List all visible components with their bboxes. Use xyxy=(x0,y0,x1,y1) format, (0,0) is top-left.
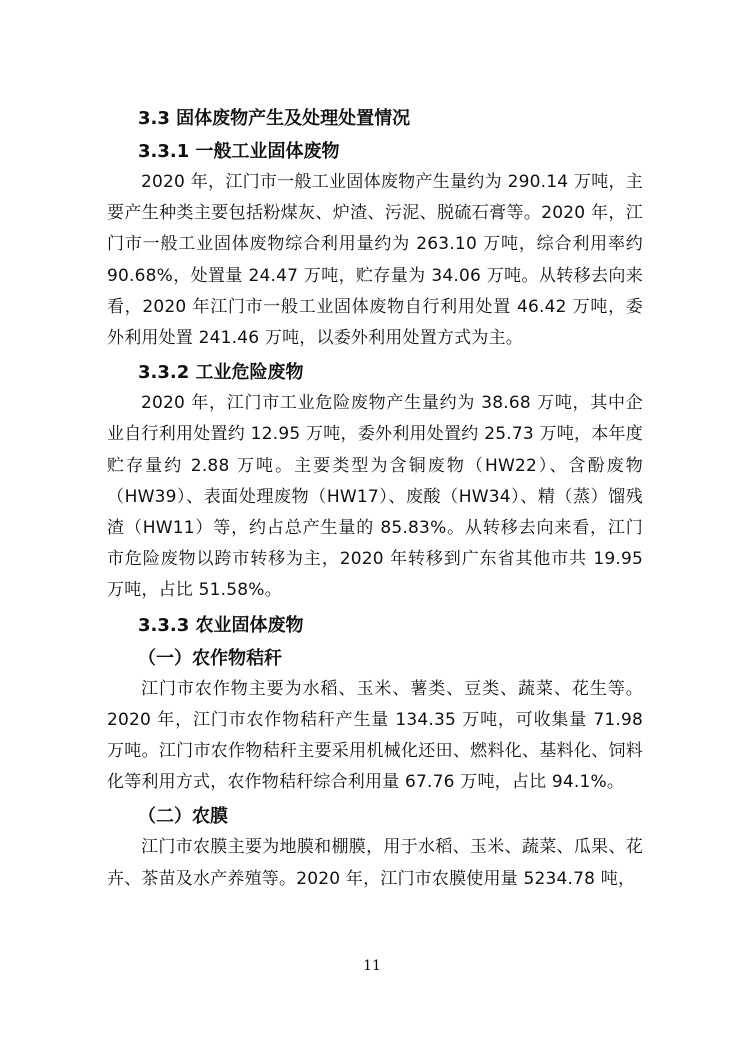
subsection-crop-straw-paragraph: 江门市农作物主要为水稻、玉米、薯类、豆类、蔬菜、花生等。2020 年，江门市农作物秸秆产生量 134.35 万吨，可收集量 71.98 万吨。江门市农作物秸秆主要采用机械化还田、燃料化、基料化、饲料化等利用方式，农作物秸秆综合利用量 67.76 万吨，占比 94.1%。 xyxy=(107,678,643,793)
section-3-3-3-title: 3.3.3 农业固体废物 xyxy=(138,614,304,636)
section-3-3-2-paragraph: 2020 年，江门市工业危险废物产生量约为 38.68 万吨，其中企业自行利用处置约 12.95 万吨，委外利用处置约 25.73 万吨，本年度贮存量约 2.88 万吨。主要类型为含铜废物（HW22）、含酚废物（HW39）、表面处理废物（HW17）、废酸（HW34）、精（蒸）馏残渣（HW11）等，约占总产生量的 85.83%。从转移去向来看，江门市危险废物以跨市转移为主，2020 年转移到广东省其他市共 19.95 万吨，占比 51.58%。 xyxy=(107,393,643,601)
document-body xyxy=(107,104,643,895)
page-number: 11 xyxy=(363,958,381,974)
section-3-3-2-title: 3.3.2 工业危险废物 xyxy=(138,362,304,384)
subsection-agri-film-paragraph: 江门市农膜主要为地膜和棚膜，用于水稻、玉米、蔬菜、瓜果、花卉、茶苗及水产养殖等。2020 年，江门市农膜使用量 5234.78 吨， xyxy=(107,837,643,889)
section-3-3-1-title: 3.3.1 一般工业固体废物 xyxy=(138,141,340,162)
subsection-crop-straw-title: （一）农作物秸秆 xyxy=(138,647,282,669)
section-3-3-title: 3.3 固体废物产生及处理处置情况 xyxy=(138,108,411,129)
subsection-agri-film-title: （二）农膜 xyxy=(138,806,228,828)
section-3-3-1-paragraph: 2020 年，江门市一般工业固体废物产生量约为 290.14 万吨，主要产生种类主要包括粉煤灰、炉渣、污泥、脱硫石膏等。2020 年，江门市一般工业固体废物综合利用量约为 263.10 万吨，综合利用率约 90.68%，处置量 24.47 万吨，贮存量为 34.06 万吨。从转移去向来看，2020 年江门市一般工业固体废物自行利用处置 46.42 万吨，委外利用处置 241.46 万吨，以委外利用处置方式为主。 xyxy=(107,172,643,349)
